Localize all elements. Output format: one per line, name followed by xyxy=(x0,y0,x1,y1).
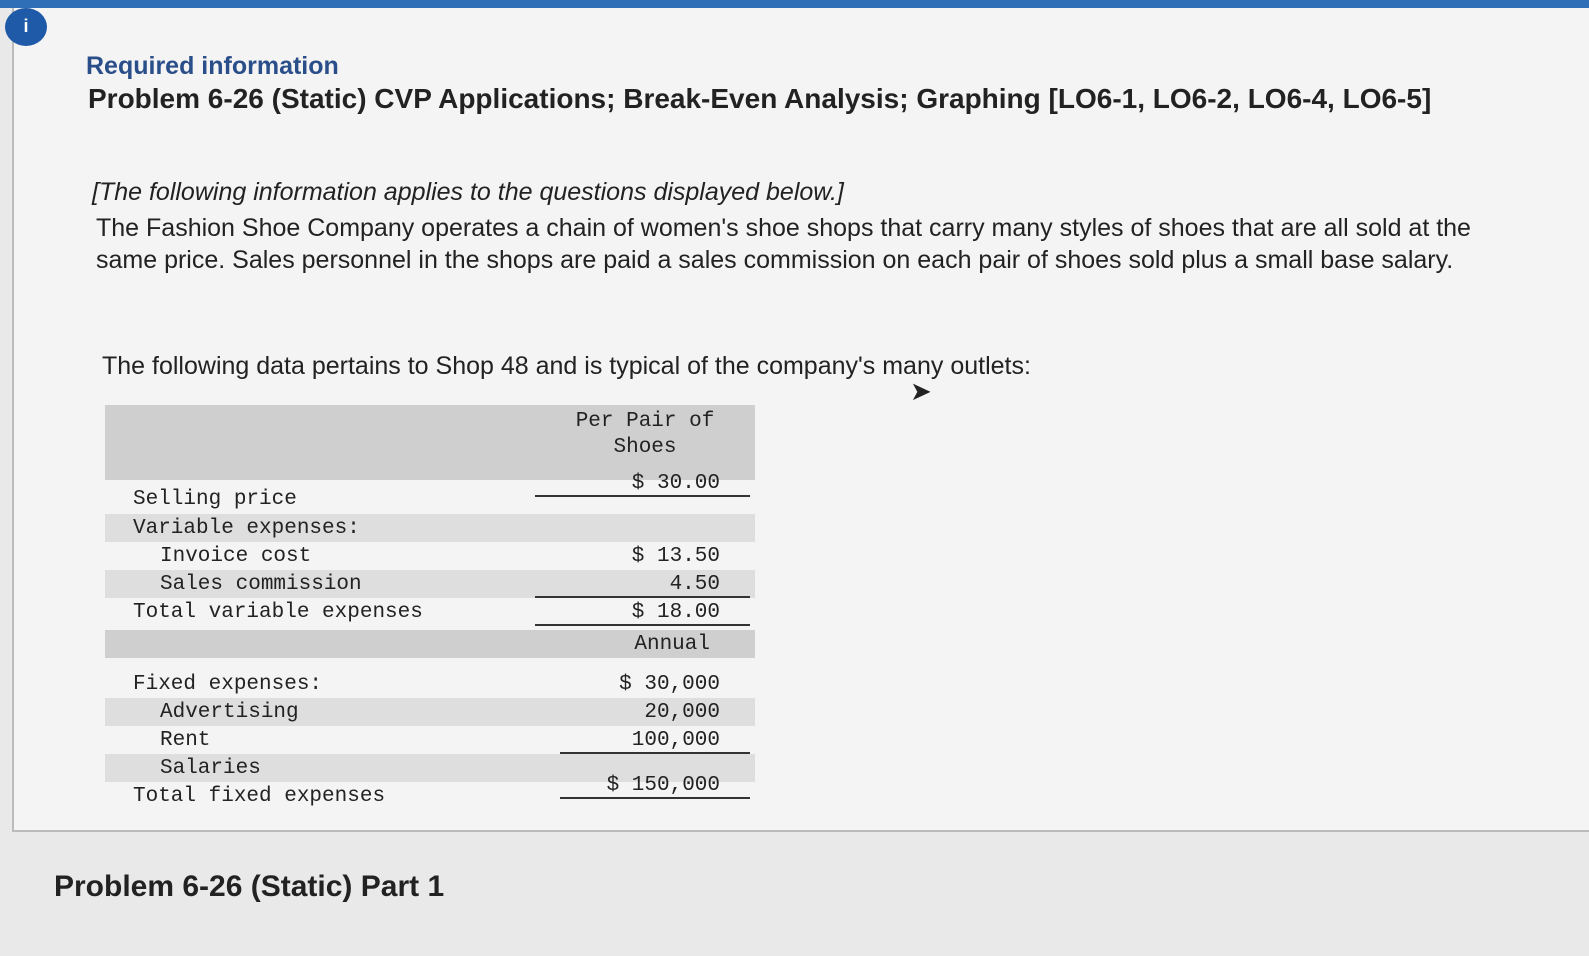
description: The Fashion Shoe Company operates a chain of women's shoe shops that carry many styles of shoes that are all sold at the same price. Sales personnel in the shops are paid a sales commission on each pair of shoes sold plus a small base salary. xyxy=(96,214,1471,274)
info-icon[interactable]: i xyxy=(5,8,47,46)
part-title: Problem 6-26 (Static) Part 1 xyxy=(54,870,445,903)
row-label: Variable expenses: xyxy=(133,517,360,540)
table-row xyxy=(105,542,755,570)
row-value: $ 150,000 xyxy=(560,774,750,799)
row-label: Sales commission xyxy=(160,573,362,596)
table-header xyxy=(105,405,755,480)
row-value: 4.50 xyxy=(535,573,750,598)
required-info-heading: Required information xyxy=(86,52,339,80)
row-value: 20,000 xyxy=(644,701,720,724)
row-value: $ 13.50 xyxy=(631,545,720,568)
table-row xyxy=(105,570,755,598)
row-label: Total fixed expenses xyxy=(133,785,386,808)
row-label: Rent xyxy=(160,729,211,752)
table-row xyxy=(105,774,755,814)
row-value: 100,000 xyxy=(560,729,750,754)
annual-header: Annual xyxy=(634,633,710,656)
data-table xyxy=(105,405,755,814)
table-row xyxy=(105,726,755,754)
row-value: $ 18.00 xyxy=(535,601,750,626)
table-row xyxy=(105,514,755,542)
table-row xyxy=(105,670,755,698)
annual-header-row xyxy=(105,630,755,658)
table-row xyxy=(105,472,755,514)
row-label: Salaries xyxy=(160,757,261,780)
mouse-cursor-icon: ➤ xyxy=(910,376,932,406)
row-value: $ 30.00 xyxy=(535,472,750,497)
table-row xyxy=(105,598,755,630)
spacer xyxy=(105,658,755,670)
top-bar xyxy=(0,0,1589,8)
row-value: $ 30,000 xyxy=(619,673,720,696)
row-label: Fixed expenses: xyxy=(133,673,323,696)
data-intro: The following data pertains to Shop 48 and is typical of the company's many outlets: xyxy=(102,352,1031,380)
row-label: Selling price xyxy=(133,488,297,511)
info-note: [The following information applies to the questions displayed below.] xyxy=(92,178,844,206)
problem-title: Problem 6-26 (Static) CVP Applications; Break-Even Analysis; Graphing [LO6-1, LO6-2, LO6-4, LO6-5] xyxy=(88,83,1432,114)
table-row xyxy=(105,698,755,726)
row-label: Invoice cost xyxy=(160,545,312,568)
row-label: Total variable expenses xyxy=(133,601,423,624)
row-label: Advertising xyxy=(160,701,299,724)
per-pair-header: Per Pair of Shoes xyxy=(575,410,715,459)
